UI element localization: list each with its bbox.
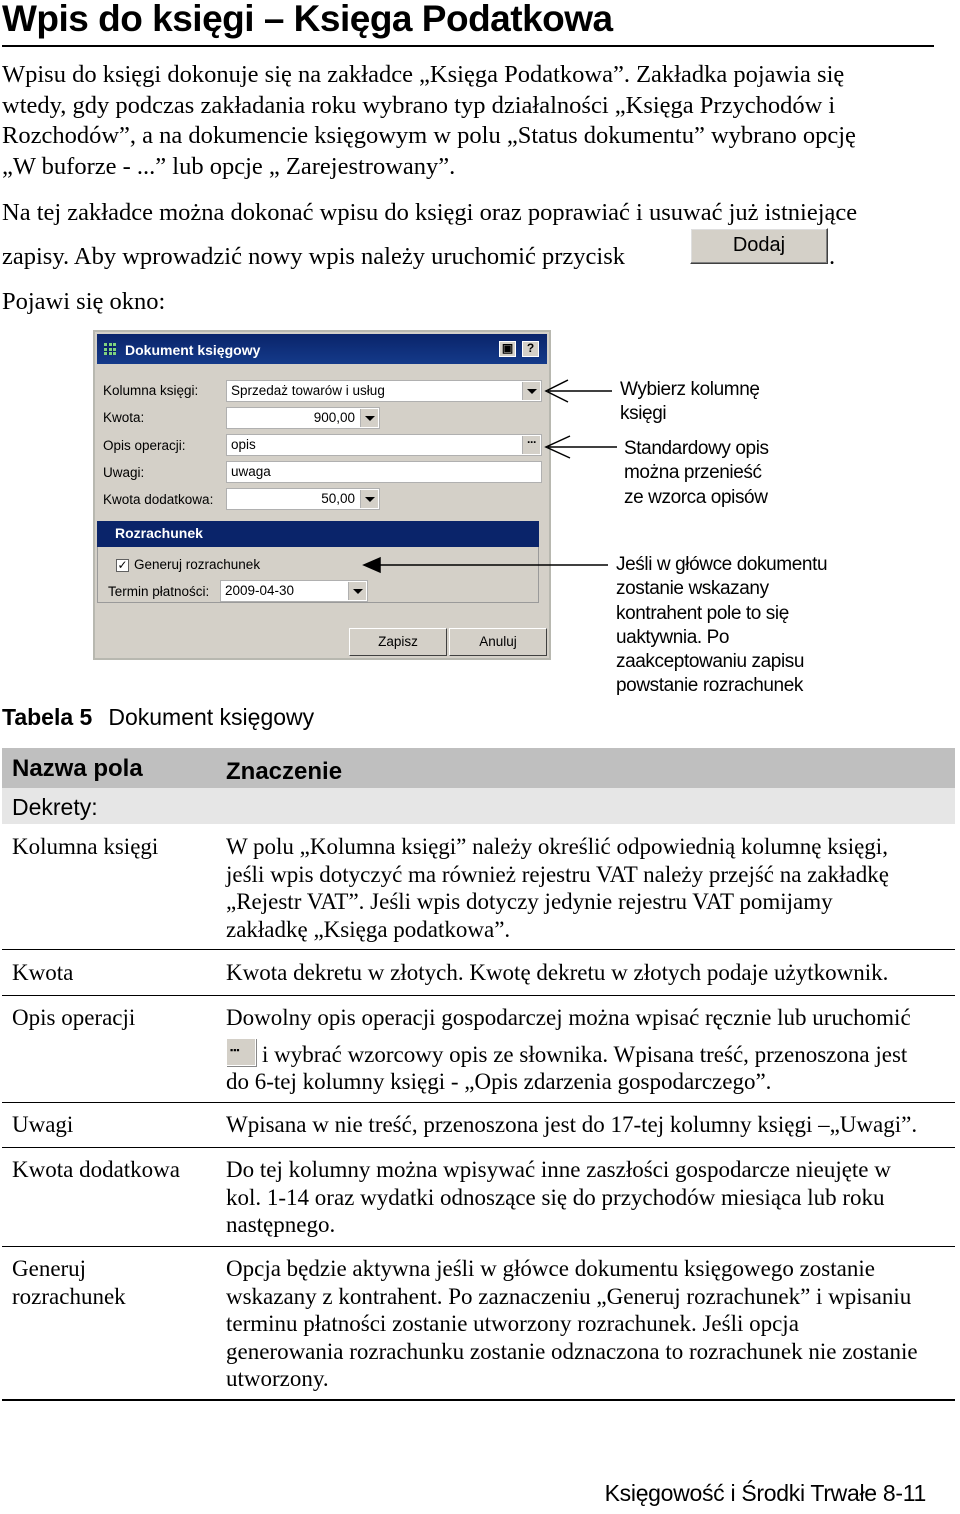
row-divider (2, 949, 955, 950)
meaning-line: W polu „Kolumna księgi” należy określić odpowiednią kolumnę księgi, (226, 834, 888, 859)
opis-label: Opis operacji: (103, 438, 186, 453)
generuj-checkbox[interactable]: ✓ (117, 558, 128, 572)
uwagi-value: uwaga (231, 464, 271, 479)
kwota-label: Kwota: (103, 410, 145, 425)
table-subheader-row (2, 788, 955, 824)
row-name-uwagi: Uwagi (12, 1112, 74, 1137)
name-line: Generuj (12, 1256, 87, 1281)
table-caption-title: Dokument księgowy (108, 704, 315, 730)
annotation-line: ze wzorca opisów (624, 486, 768, 508)
annotation-line: zostanie wskazany (616, 578, 769, 600)
arrow-rozrachunek (364, 558, 608, 572)
row-divider (2, 1246, 955, 1247)
row-meaning-generuj (226, 1255, 918, 1393)
generuj-label: Generuj rozrachunek (134, 557, 261, 572)
annotation-line: Wybierz kolumnę (620, 379, 760, 400)
meaning-line: do 6-tej kolumny księgi - „Opis zdarzenia gospodarczego”. (226, 1069, 772, 1094)
meaning-line: i wybrać wzorcowy opis ze słownika. Wpisana treść, przenoszona jest (262, 1041, 908, 1067)
help-icon[interactable]: ? (522, 341, 539, 357)
page-heading: Wpis do księgi – Księga Podatkowa (2, 0, 613, 39)
row-name-kwota-dodatkowa: Kwota dodatkowa (12, 1157, 180, 1182)
annotation-rozrachunek (616, 553, 827, 699)
uwagi-label: Uwagi: (103, 465, 145, 480)
intro-line: Wpisu do księgi dokonuje się na zakładce „Księga Podatkowa”. Zakładka pojawia się (2, 61, 845, 88)
table-header-row (2, 748, 955, 788)
kolumna-value: Sprzedaż towarów i usług (231, 383, 385, 398)
meaning-line: terminu płatności zostanie utworzony rozrachunek. Jeśli opcja (226, 1311, 799, 1336)
meaning-line: utworzony. (226, 1366, 329, 1391)
paragraph-line: zapisy. Aby wprowadzić nowy wpis należy uruchomić przycisk (2, 243, 625, 270)
annotation-kolumna (620, 378, 760, 427)
kwota-value: 900,00 (313, 410, 355, 425)
zapisz-button[interactable]: Zapisz (349, 628, 447, 656)
opis-value: opis (231, 437, 256, 452)
row-divider (2, 1102, 955, 1103)
meaning-line: wskazany z kontrahent. Po zaznaczeniu „Generuj rozrachunek” i wpisaniu (226, 1283, 912, 1309)
row-divider (2, 1147, 955, 1148)
section-title: Rozrachunek (115, 525, 203, 541)
row-meaning-opis (226, 1004, 911, 1096)
anuluj-button[interactable]: Anuluj (449, 628, 547, 656)
row-name-kolumna: Kolumna księgi (12, 834, 159, 859)
kwota-dodatkowa-value: 50,00 (321, 491, 355, 506)
row-meaning-kolumna (226, 833, 889, 943)
dodaj-button[interactable]: Dodaj (690, 228, 828, 264)
intro-line: wtedy, gdy podczas zakładania roku wybrano typ działalności „Księga Przychodów i (2, 91, 836, 119)
kolumna-label: Kolumna księgi: (103, 383, 199, 398)
row-meaning-uwagi: Wpisana w nie treść, przenoszona jest do 17-tej kolumny księgi –„Uwagi”. (226, 1112, 918, 1137)
meaning-line: następnego. (226, 1212, 336, 1237)
meaning-line: Do tej kolumny można wpisywać inne zaszłości gospodarcze nieujęte w (226, 1157, 891, 1182)
ellipsis-button-icon (226, 1038, 256, 1066)
meaning-line: Dowolny opis operacji gospodarczej można wpisać ręcznie lub uruchomić (226, 1005, 911, 1030)
meaning-line: zakładkę „Księga podatkowa”. (226, 916, 511, 942)
column-header-name: Nazwa pola (12, 755, 143, 782)
row-meaning-kwota-dodatkowa (226, 1156, 891, 1239)
subheader-dekrety: Dekrety: (12, 794, 98, 820)
kwota-dodatkowa-label: Kwota dodatkowa: (103, 492, 214, 507)
intro-line: Rozchodów”, a na dokumencie księgowym w polu „Status dokumentu” wybrano opcję (2, 122, 856, 149)
row-name-opis: Opis operacji (12, 1005, 136, 1030)
annotation-line: zaakceptowaniu zapisu (616, 651, 805, 673)
ellipsis-icon[interactable]: ··· (522, 436, 540, 454)
dialog-title: Dokument księgowy (125, 342, 261, 358)
row-divider (2, 995, 955, 996)
annotation-line: kontrahent pole to się (616, 602, 789, 624)
meaning-line: „Rejestr VAT”. Jeśli wpis dotyczy jedynie rejestru VAT pomijamy (226, 889, 833, 914)
restore-icon[interactable]: ▣ (499, 341, 516, 357)
annotation-line: powstanie rozrachunek (616, 675, 803, 697)
intro-line: „W buforze - ...” lub opcje „ Zarejestrowany”. (2, 152, 456, 180)
paragraph-period: . (829, 243, 836, 270)
arrow-opis (546, 436, 617, 458)
annotation-line: Standardowy opis (624, 438, 769, 459)
termin-label: Termin płatności: (108, 584, 210, 599)
table-caption-label: Tabela 5 (2, 704, 93, 730)
meaning-line: generowania rozrachunku zostanie odznaczona to rozrachunek nie zostanie (226, 1338, 918, 1364)
name-line: rozrachunek (12, 1283, 126, 1309)
table-caption (2, 704, 314, 731)
row-name-kwota: Kwota (12, 960, 74, 985)
annotation-line: księgi (620, 403, 667, 425)
paragraph-line: Na tej zakładce można dokonać wpisu do księgi oraz poprawiać i usuwać już istniejące (2, 199, 858, 226)
annotation-line: Jeśli w główce dokumentu (616, 554, 828, 575)
column-header-meaning: Znaczenie (226, 758, 343, 785)
arrow-kolumna (546, 380, 612, 402)
page-footer: Księgowość i Środki Trwałe 8-11 (604, 1480, 926, 1506)
row-name-generuj (12, 1255, 126, 1310)
meaning-line: kol. 1-14 oraz wydatki odnoszące się do przychodów miesiąca lub roku (226, 1184, 885, 1210)
table-bottom-rule (2, 1399, 955, 1401)
annotation-line: uaktywnia. Po (616, 626, 730, 648)
termin-value: 2009-04-30 (225, 583, 295, 598)
meaning-line: Opcja będzie aktywna jeśli w główce dokumentu księgowego zostanie (226, 1256, 875, 1281)
annotation-opis (624, 437, 769, 510)
meaning-line-with-icon (226, 1038, 911, 1069)
meaning-line: jeśli wpis dotyczyć ma również rejestru VAT należy przejść na zakładkę (226, 861, 889, 887)
annotation-line: można przenieść (624, 462, 762, 484)
paragraph-line: Pojawi się okno: (2, 288, 166, 315)
row-meaning-kwota: Kwota dekretu w złotych. Kwotę dekretu w złotych podaje użytkownik. (226, 960, 889, 985)
